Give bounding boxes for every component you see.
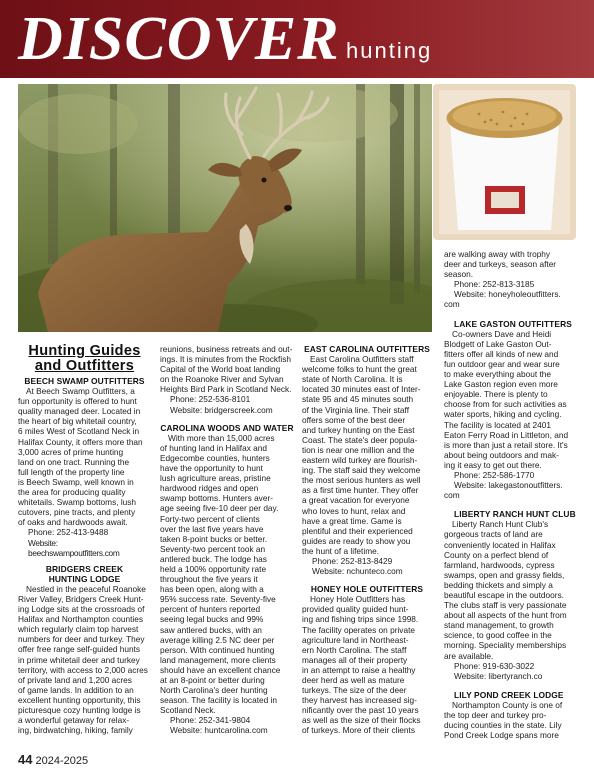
listing-body-honey-hole-cont: are walking away with trophy deer and turkeys, season after season. — [444, 249, 557, 280]
listing-name-honey-hole: HONEY HOLE OUTFITTERS — [310, 584, 424, 595]
phone-east-carolina: Phone: 252-813-8429 — [312, 555, 393, 566]
masthead-subtitle: hunting — [346, 38, 433, 63]
phone-honey-hole: Phone: 252-813-3185 — [454, 279, 535, 290]
listing-body-bridgers-creek: Nestled in the peaceful Roanoke River Valley, Bridgers Creek Hunt- ing Lodge sits at the crossroads of Halifax and Northampton counties which regularly claim top harvest numbers for deer and turkey. They offer free range self-guided hunts in prime whitetail deer and turkey territory, with access to 2,000 acres of private land and 1,200 acres of game lands. In addition to an excellent hunting opportunity, this picturesque cozy hunting lodge is a wonderful getaway for relax- ing, birdwatching, hiking, family — [18, 583, 148, 736]
listing-name-carolina-woods: CAROLINA WOODS AND WATER — [160, 422, 294, 433]
page-number: 44 — [18, 752, 33, 767]
phone-bridgers-creek: Phone: 252-536-8101 — [170, 394, 251, 405]
listing-body-lily-pond: Northampton County is one of the top deer and turkey pro- ducing counties in the state. Lily Pond Creek Lodge spans more — [444, 699, 563, 741]
column-3 — [302, 344, 432, 736]
website-east-carolina[interactable]: Website: nchunteco.com — [312, 566, 403, 577]
column-1 — [18, 344, 151, 735]
column-2 — [160, 344, 294, 736]
website-liberty-ranch[interactable]: Website: libertyranch.co — [454, 670, 543, 681]
masthead-banner — [0, 0, 594, 78]
section-title: Hunting Guides and Outfitters — [28, 343, 141, 374]
listing-body-carolina-woods: With more than 15,000 acres of hunting land in Halifax and Edgecombe counties, hunters have the opportunity to hunt lush agriculture areas, pristine hardwood ridges and open swamp bottoms. Hunters aver- age seeing five-10 deer per day. Forty-two percent of clients over the last five years have taken 8-point bucks or better. Seventy-two percent took an antlered buck. The lodge has held a 100% opportunity rate throughout the five years it has been open, along with a 95% success rate. Seventy-five percent of hunters reported seeing legal bucks and 99% saw antlered bucks, with an average killing 2.5 NC deer per person. With continued hunting land management, more clients should have an excellent chance at an 8-point or better during North Carolina's deer hunting season. The facility is located in Scotland Neck. — [160, 432, 281, 716]
listing-name-east-carolina: EAST CAROLINA OUTFITTERS — [304, 344, 430, 354]
listing-body-liberty-ranch: Liberty Ranch Hunt Club's gorgeous tracts of land are conveniently located in Halifax County on a perfect blend of farmland, hardwoods, cypress swamps, open and grassy fields, bedding thickets and simply a beautiful escape in the outdoors. The clubs staff is very passionate about all aspects of the hunt from stand management, to growth science, to good coffee in the morning. Speciality memberships are available. — [444, 519, 567, 661]
masthead-title: DISCOVER — [18, 5, 340, 73]
page-folio — [18, 752, 88, 767]
listing-body-beech-swamp: At Beech Swamp Outfitters, a fun opportunity is offered to hunt quality managed deer. Located in the heart of big whitetail country, 6 miles West of Scotland Neck in Halifax County, it offers more than 3,000 acres of prime hunting land on one tract. Running the full length of the property line is Beech Swamp, well known in the area for producing quality whitetails. Swamp bottoms, lush cutovers, pine tracts, and plenty of oaks and hardwoods await. — [18, 386, 143, 528]
website-honey-hole[interactable]: Website: honeyholeoutfitters. com — [444, 289, 561, 310]
phone-beech-swamp: Phone: 252-413-9488 — [28, 527, 109, 538]
listing-body-east-carolina: East Carolina Outfitters staff welcome folks to hunt the great state of North Carolina. It is located 30 minutes east of Inter- state 95 and 45 minutes south of the Virginia line. Their staff offers some of the best deer and turkey hunting on the East Coast. The state's deer popula- tion is near one million and the eastern wild turkey are flourish- ing. The staff said they welcome the most serious hunters as well as a first time hunter. They offer a great vacation for everyone who loves to hunt, relax and have a great time. Game is plentiful and their experienced guides are ready to show you the hunt of a lifetime. — [302, 354, 421, 556]
listing-name-lake-gaston: LAKE GASTON OUTFITTERS — [454, 318, 572, 329]
phone-lake-gaston: Phone: 252-586-1770 — [454, 469, 535, 480]
listing-name-liberty-ranch: LIBERTY RANCH HUNT CLUB — [454, 509, 576, 520]
phone-liberty-ranch: Phone: 919-630-3022 — [454, 660, 535, 671]
folio-year: 2024-2025 — [35, 755, 89, 767]
listing-name-lily-pond: LILY POND CREEK LODGE — [454, 689, 564, 700]
website-beech-swamp[interactable]: Website: beechswampoutfitters.com — [28, 537, 120, 558]
listing-body-lake-gaston: Co-owners Dave and Heidi Blodgett of Lake Gaston Out- fitters offer all kinds of new and fun outdoor gear and wear sure to make everything about the Lake Gaston region even more enjoyable. There is plenty to choose from for such activities as water sports, hiking and cycling. The facility is located at 2401 Eaton Ferry Road in Littleton, and is more than just a retail store. It's about being outdoors and mak- ing it easy to get out there. — [444, 328, 569, 470]
feed-bucket-photo — [433, 84, 576, 240]
deer-photo — [18, 84, 432, 332]
column-4 — [444, 249, 576, 740]
website-carolina-woods[interactable]: Website: huntcarolina.com — [170, 725, 268, 736]
listing-body-honey-hole: Honey Hole Outfitters has provided quality guided hunt- ing and fishing trips since 1998. The facility operates on private agriculture land in Northeast- ern North Carolina. The staff manages all of their property in an attempt to raise a healthy deer herd as well as mature turkeys. The size of the deer they harvest has increased sig- nificantly over the past 10 years as well as the size of their flocks of turkeys. More of their clients — [302, 594, 421, 736]
website-bridgers-creek[interactable]: Website: bridgerscreek.com — [170, 404, 273, 415]
phone-carolina-woods: Phone: 252-341-9804 — [170, 715, 251, 726]
website-lake-gaston[interactable]: Website: lakegastonoutfitters. com — [444, 480, 563, 501]
listing-name-bridgers-creek: BRIDGERS CREEK HUNTING LODGE — [45, 563, 124, 584]
listing-body-bridgers-creek-cont: reunions, business retreats and out- ings. It is minutes from the Rockfish Capital of the World boat landing on the Roanoke River and Sylvan Heights Bird Park in Scotland Neck. — [160, 344, 293, 395]
listing-name-beech-swamp: BEECH SWAMP OUTFITTERS — [24, 376, 145, 386]
